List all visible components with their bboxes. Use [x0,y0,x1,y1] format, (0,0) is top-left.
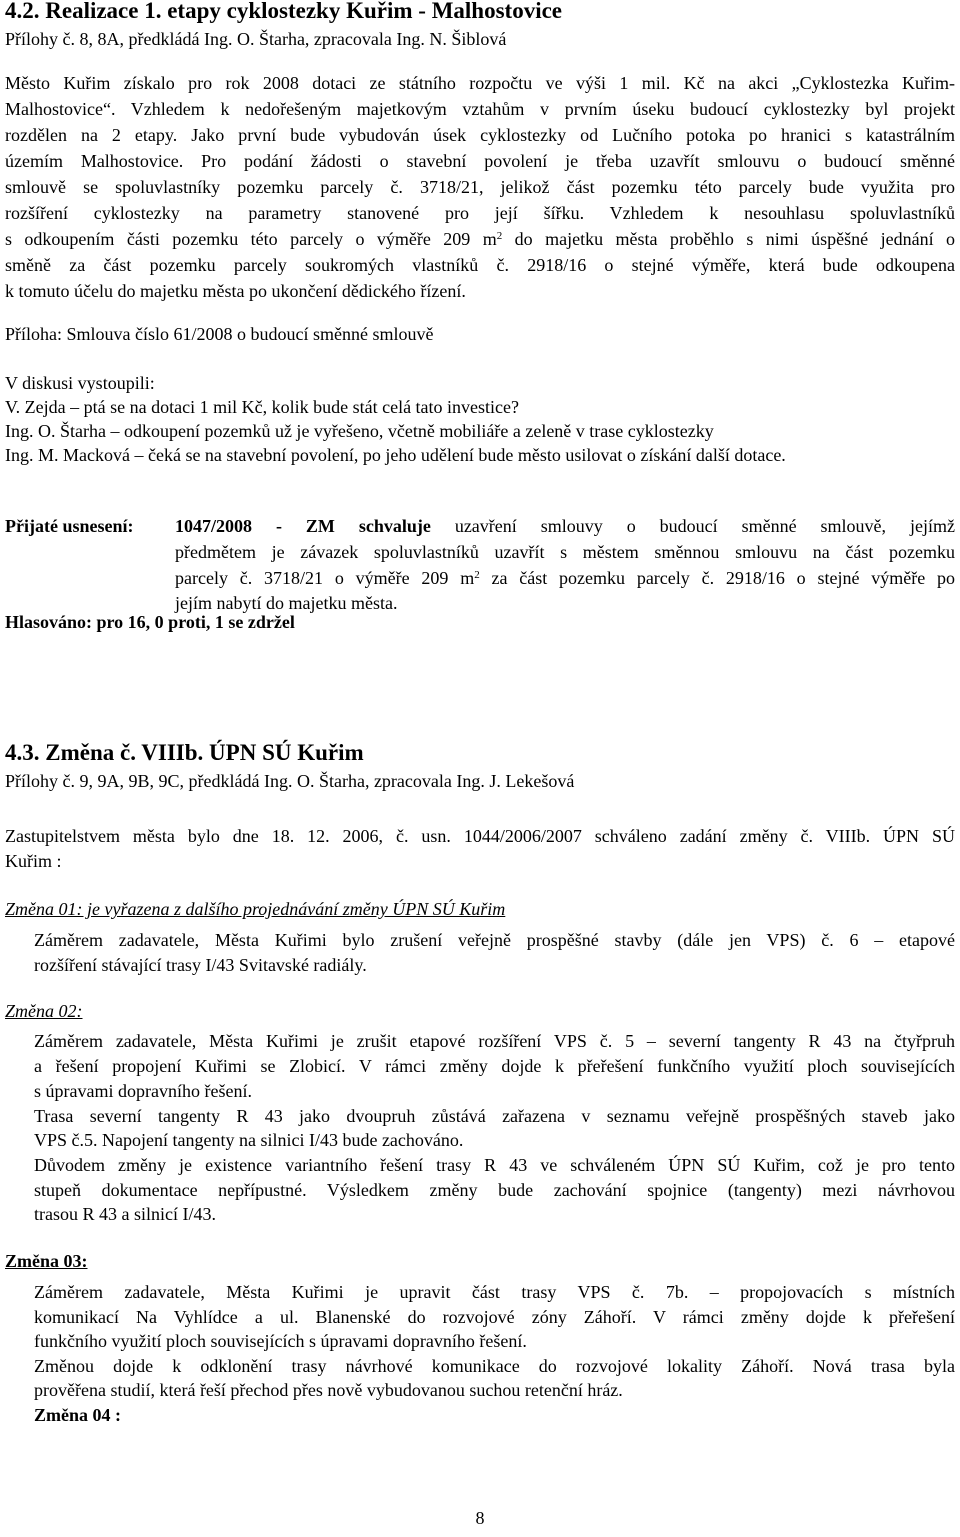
paragraph-line: stupeň dokumentace nepřípustné. Výsledkem změny bude zachování spojnice (tangenty) mezi návrhovou [34,1180,955,1200]
resolution-number: 1047/2008 - ZM schvaluje [175,516,431,536]
paragraph-line: trasou R 43 a silnicí I/43. [34,1204,216,1224]
page-number: 8 [475,1508,485,1528]
paragraph-line: rozšíření cyklostezky na parametry stanovené pro její šířku. Vzhledem k nesouhlasu spoluvlastníků [5,203,955,223]
change-heading: Změna 04 : [34,1405,121,1425]
resolution-line: předmětem je závazek spoluvlastníků uzavřít s městem směnnou smlouvu na část pozemku [175,542,955,562]
paragraph-line [5,228,955,250]
text-run: s odkoupením části pozemku této parcely o výměře 209 m [5,229,497,249]
paragraph-line: Záměrem zadavatele, Města Kuřimi bylo zrušení veřejně prospěšné stavby (dále jen VPS) č. 6 – etapové [34,930,955,950]
paragraph-line: prověřena studií, která řeší přechod přes nově vybudovanou suchou retenční hráz. [34,1380,623,1400]
paragraph-line: VPS č.5. Napojení tangenty na silnici I/43 bude zachováno. [34,1130,464,1150]
resolution-line: jejím nabytí do majetku města. [175,593,398,613]
text-run: parcely č. 3718/21 o výměře 209 m [175,568,475,588]
paragraph-line: s úpravami dopravního řešení. [34,1081,252,1101]
paragraph-line: k tomuto účelu do majetku města po ukončení dědického řízení. [5,281,466,301]
paragraph-line: Důvodem změny je existence variantního řešení trasy R 43 ve schváleném ÚPN SÚ Kuřim, což je pro tento [34,1155,955,1175]
paragraph-line: funkčního využití ploch souvisejících s úpravami dopravního řešení. [34,1331,527,1351]
section-attachments: Přílohy č. 8, 8A, předkládá Ing. O. Štarha, zpracovala Ing. N. Šiblová [5,29,507,49]
discussion-item: Ing. M. Macková – čeká se na stavební povolení, po jeho udělení bude město usilovat o získání další dotace. [5,445,786,465]
discussion-item: V. Zejda – ptá se na dotaci 1 mil Kč, kolik bude stát celá tato investice? [5,397,520,417]
change-heading: Změna 01: je vyřazena z dalšího projednávání změny ÚPN SÚ Kuřim [5,899,506,919]
attachment-note: Příloha: Smlouva číslo 61/2008 o budoucí směnné smlouvě [5,324,434,344]
resolution-line [175,515,955,537]
paragraph-line: Změnou dojde k odklonění trasy návrhové komunikace do rozvojové lokality Záhoří. Nová trasa byla [34,1356,955,1376]
change-heading: Změna 02: [5,1001,83,1021]
paragraph-line: komunikací Na Vyhlídce a ul. Blanenské do rozvojové zóny Záhoří. V rámci změny dojde k přeřešení [34,1307,955,1327]
paragraph-line: Kuřim : [5,851,62,871]
paragraph-line: Malhostovice“. Vzhledem k nedořešeným majetkovým vztahům v prvním úseku budoucí cyklostezky byl projekt [5,99,955,119]
discussion-item: Ing. O. Štarha – odkoupení pozemků už je vyřešeno, včetně mobiliáře a zeleně v trase cyklostezky [5,421,714,441]
resolution-line [175,567,955,589]
superscript: 2 [474,569,480,581]
section-title: 4.3. Změna č. VIIIb. ÚPN SÚ Kuřim [5,740,364,765]
resolution-label: Přijaté usnesení: [5,516,134,536]
section-title: 4.2. Realizace 1. etapy cyklostezky Kuřim - Malhostovice [5,0,562,23]
paragraph-line: a řešení propojení Kuřimi se Zlobicí. V rámci změny dojde k přeřešení funkčního využití ploch souvisejících [34,1056,955,1076]
text-run: do majetku města proběhlo s nimi úspěšné jednání o [502,229,955,249]
paragraph-line: Trasa severní tangenty R 43 jako dvoupruh zůstává zařazena v seznamu veřejně prospěšných staveb jako [34,1106,955,1126]
paragraph-line: Zastupitelstvem města bylo dne 18. 12. 2006, č. usn. 1044/2006/2007 schváleno zadání změny č. VIIIb. ÚPN SÚ [5,826,955,846]
text-run: uzavření smlouvy o budoucí směnné smlouvě, jejímž [430,516,955,536]
paragraph-line: rozdělen na 2 etapy. Jako první bude vybudován úsek cyklostezky od Lučního potoka po hranici s katastrálním [5,125,955,145]
paragraph-line: smlouvě se spoluvlastníky pozemku parcely č. 3718/21, jelikož část pozemku této parcely bude využita pro [5,177,955,197]
paragraph-line: Záměrem zadavatele, Města Kuřimi je upravit část trasy VPS č. 7b. – propojovacích s místních [34,1282,955,1302]
paragraph-line: Město Kuřim získalo pro rok 2008 dotaci ze státního rozpočtu ve výši 1 mil. Kč na akci „Cyklostezka Kuřim- [5,73,955,93]
paragraph-line: směně za část pozemku parcely soukromých vlastníků č. 2918/16 o stejné výměře, která bude odkoupena [5,255,955,275]
text-run: za část pozemku parcely č. 2918/16 o stejné výměře po [479,568,955,588]
section-attachments: Přílohy č. 9, 9A, 9B, 9C, předkládá Ing. O. Štarha, zpracovala Ing. J. Lekešová [5,771,575,791]
change-heading: Změna 03: [5,1251,88,1271]
paragraph-line: Záměrem zadavatele, Města Kuřimi je zrušit etapové rozšíření VPS č. 5 – severní tangenty R 43 na čtyřpruh [34,1031,955,1051]
vote-result: Hlasováno: pro 16, 0 proti, 1 se zdržel [5,612,295,632]
paragraph-line: územím Malhostovice. Pro podání žádosti o stavební povolení je třeba uzavřít smlouvu o budoucí směnné [5,151,955,171]
paragraph-line: rozšíření stávající trasy I/43 Svitavské radiály. [34,955,367,975]
superscript: 2 [496,230,503,242]
discussion-label: V diskusi vystoupili: [5,373,155,393]
